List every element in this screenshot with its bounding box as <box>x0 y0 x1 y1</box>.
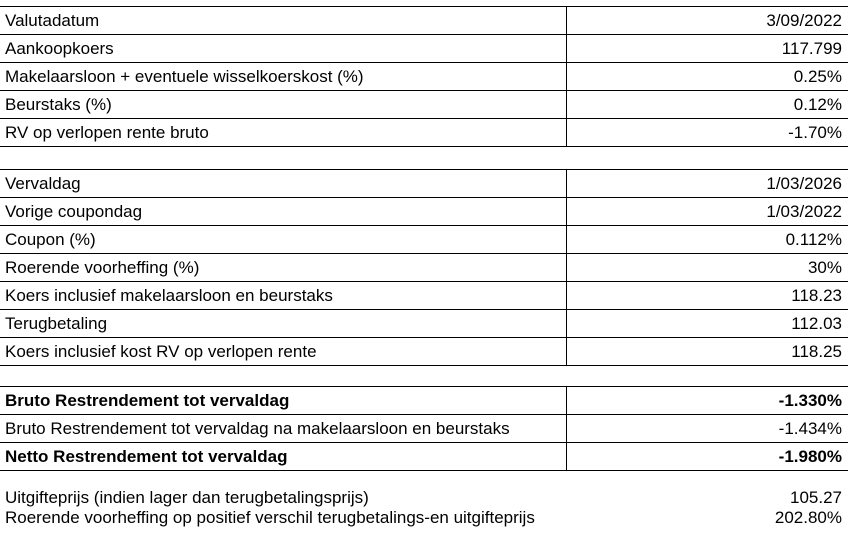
row-label: Vervaldag <box>0 170 567 197</box>
table-row <box>0 310 848 338</box>
row-label: Bruto Restrendement tot vervaldag na makelaarsloon en beurstaks <box>0 415 567 442</box>
row-label: RV op verlopen rente bruto <box>0 119 567 146</box>
row-value: -1.70% <box>788 123 842 142</box>
table-row <box>0 91 848 119</box>
table-row <box>0 386 848 415</box>
row-value: -1.980% <box>778 447 842 466</box>
row-value: 0.25% <box>793 67 842 86</box>
row-label: Koers inclusief makelaarsloon en beurstaks <box>0 282 567 309</box>
section-valuta <box>0 6 848 147</box>
row-value: -1.330% <box>778 391 842 410</box>
table-row <box>0 282 848 310</box>
row-value: 105.27 <box>790 488 842 507</box>
row-label: Roerende voorheffing (%) <box>0 254 567 281</box>
row-value: 3/09/2022 <box>766 11 842 30</box>
table-row <box>0 35 848 63</box>
row-label: Vorige coupondag <box>0 198 567 225</box>
table-row <box>0 254 848 282</box>
row-label: Bruto Restrendement tot vervaldag <box>0 387 567 414</box>
table-row <box>0 63 848 91</box>
table-row <box>0 119 848 147</box>
row-label: Roerende voorheffing op positief verschil terugbetalings-en uitgifteprijs <box>5 508 535 527</box>
row-value: 202.80% <box>774 508 842 527</box>
table-row <box>0 6 848 35</box>
row-value: -1.434% <box>778 419 842 438</box>
table-row <box>0 338 848 366</box>
table-row <box>0 415 848 443</box>
row-label: Terugbetaling <box>0 310 567 337</box>
row-value: 112.03 <box>791 314 842 333</box>
table-row <box>0 488 848 508</box>
row-value: 0.12% <box>793 95 842 114</box>
row-value: 0.112% <box>785 230 842 249</box>
table-row <box>0 198 848 226</box>
row-value: 30% <box>807 258 842 277</box>
row-label: Netto Restrendement tot vervaldag <box>0 443 567 470</box>
table-row <box>0 443 848 471</box>
table-row <box>0 226 848 254</box>
section-vervaldag <box>0 169 848 366</box>
row-label: Valutadatum <box>0 7 567 34</box>
row-label: Aankoopkoers <box>0 35 567 62</box>
row-value: 117.799 <box>781 39 842 58</box>
table-row <box>0 508 848 528</box>
section-restrendement <box>0 386 848 471</box>
row-label: Uitgifteprijs (indien lager dan terugbetalingsprijs) <box>5 488 369 507</box>
row-label: Koers inclusief kost RV op verlopen rente <box>0 338 567 365</box>
row-label: Beurstaks (%) <box>0 91 567 118</box>
row-label: Coupon (%) <box>0 226 567 253</box>
section-uitgifte <box>0 488 848 528</box>
row-value: 118.23 <box>791 286 842 305</box>
row-value: 1/03/2026 <box>766 174 842 193</box>
row-label: Makelaarsloon + eventuele wisselkoerskost (%) <box>0 63 567 90</box>
table-row <box>0 169 848 198</box>
row-value: 118.25 <box>791 342 842 361</box>
row-value: 1/03/2022 <box>766 202 842 221</box>
